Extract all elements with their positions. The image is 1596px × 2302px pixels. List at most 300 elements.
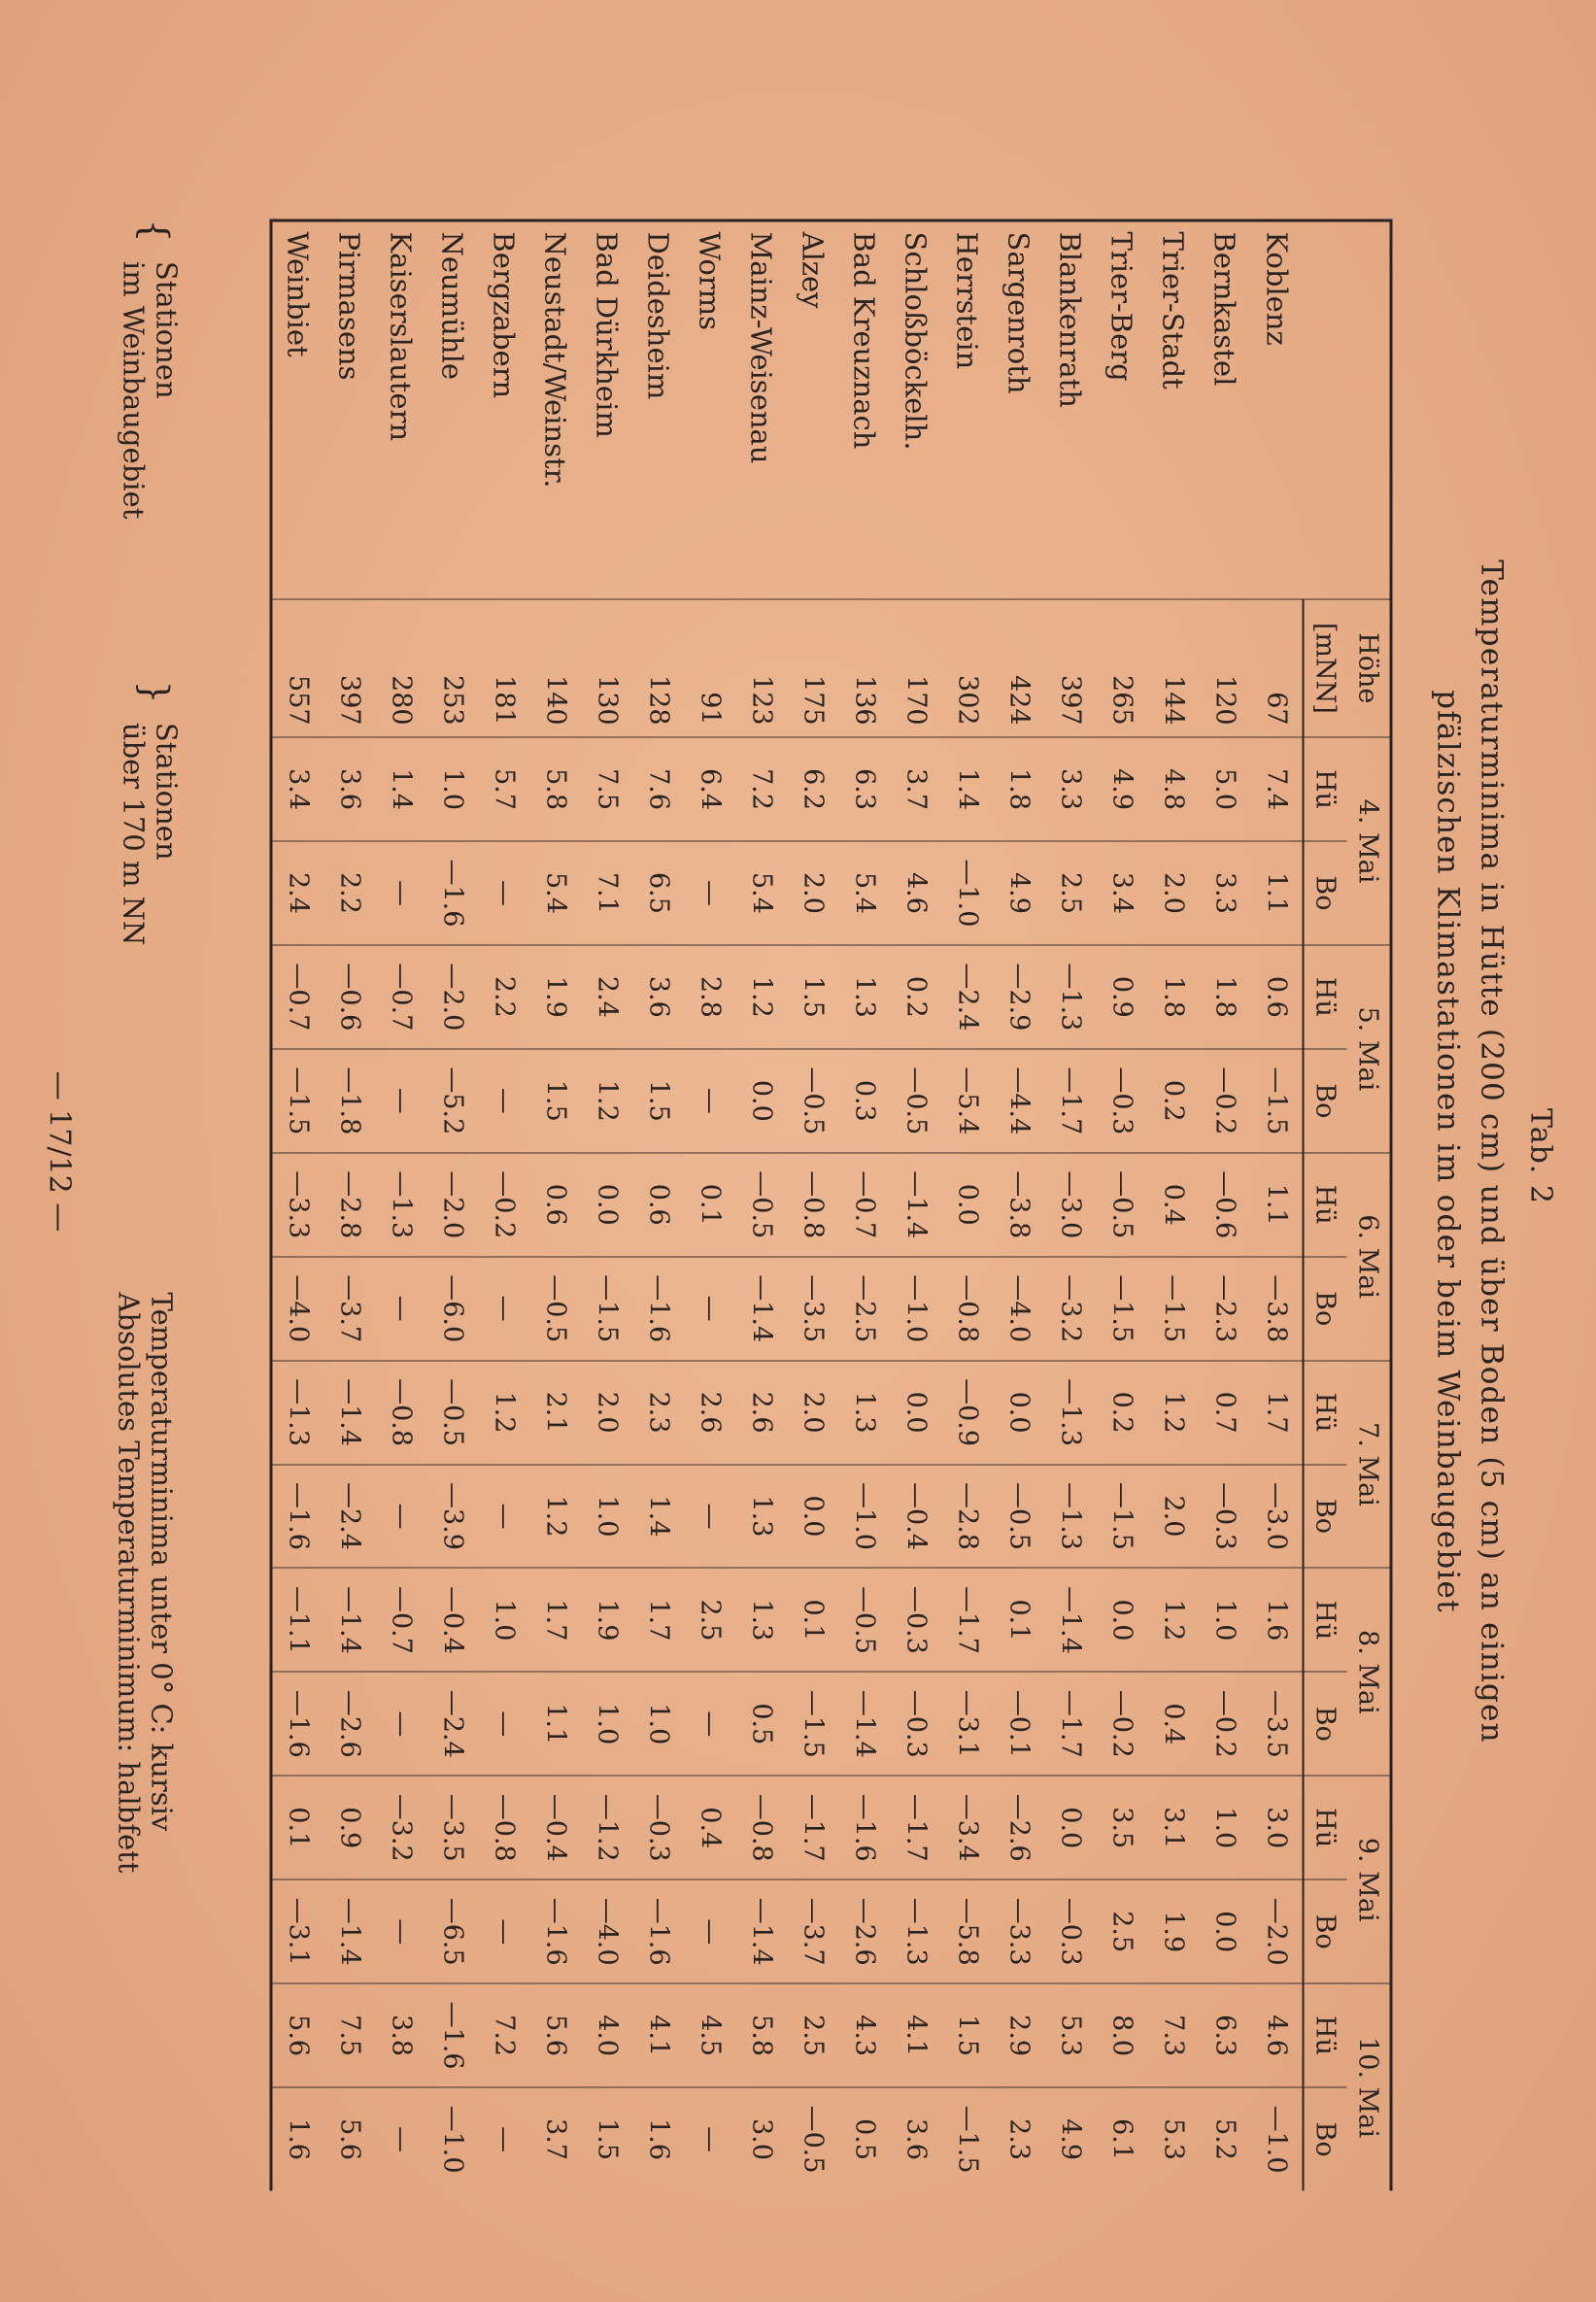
ground-min-cell: —4.0: [993, 1256, 1044, 1360]
ground-min-cell: —1.5: [1147, 1256, 1199, 1360]
hut-min-cell: —1.3: [1044, 1360, 1096, 1464]
hut-min-cell: 2.5: [684, 1568, 735, 1672]
hut-min-cell: 1.2: [478, 1360, 529, 1464]
hut-min-cell: 1.4: [375, 737, 426, 841]
ground-min-cell: —2.3: [1199, 1256, 1250, 1360]
hut-min-cell: —1.3: [1044, 944, 1096, 1048]
ground-min-cell: —: [375, 841, 426, 945]
hut-min-cell: 2.6: [735, 1360, 787, 1464]
ground-min-cell: —0.2: [1199, 1048, 1250, 1152]
temperature-table: [269, 219, 1392, 2190]
hut-min-cell: 0.1: [684, 1152, 735, 1256]
day-header: 8. Mai: [1346, 1568, 1391, 1776]
ground-min-cell: 3.3: [1199, 841, 1250, 945]
hut-min-cell: —1.7: [890, 1776, 941, 1879]
ground-min-cell: —0.3: [1044, 1879, 1096, 1983]
hut-min-cell: 0.1: [271, 1776, 324, 1879]
hut-min-cell: 2.0: [581, 1360, 632, 1464]
station-height: 136: [838, 598, 890, 737]
table-row: [1044, 220, 1096, 2191]
ground-min-cell: 4.9: [1044, 2087, 1096, 2190]
ground-min-cell: —: [375, 1879, 426, 1983]
hut-min-cell: —1.4: [1044, 1568, 1096, 1672]
hut-min-cell: 1.3: [838, 1360, 890, 1464]
ground-min-cell: —2.6: [323, 1672, 375, 1776]
ground-min-cell: —1.0: [426, 2087, 478, 2190]
legend-formatting: [112, 1292, 178, 1873]
ground-min-cell: —: [375, 1048, 426, 1152]
ground-min-cell: 2.5: [1044, 841, 1096, 945]
ground-subheader: Bo: [1303, 1048, 1346, 1152]
ground-min-cell: —1.7: [1044, 1048, 1096, 1152]
station-name: Pirmasens: [323, 220, 375, 599]
ground-min-cell: —6.0: [426, 1256, 478, 1360]
hut-min-cell: —0.8: [478, 1776, 529, 1879]
hut-min-cell: 1.3: [838, 944, 890, 1048]
ground-min-cell: 5.4: [735, 841, 787, 945]
table-row: [890, 220, 941, 2191]
station-name: Worms: [684, 220, 735, 599]
hut-min-cell: 3.6: [632, 944, 684, 1048]
hut-min-cell: —1.3: [271, 1360, 324, 1464]
ground-min-cell: —3.8: [1250, 1256, 1303, 1360]
ground-min-cell: 2.0: [1147, 841, 1199, 945]
table-title-line-2: pfälzischen Klimastationen im oder beim Weinbaugebiet: [1430, 689, 1465, 1613]
station-name: Neustadt/Weinstr.: [529, 220, 581, 599]
hut-min-cell: —1.4: [323, 1360, 375, 1464]
hut-min-cell: 6.3: [1199, 1983, 1250, 2087]
station-height: 181: [478, 598, 529, 737]
hut-min-cell: 7.4: [1250, 737, 1303, 841]
ground-min-cell: —0.5: [787, 2087, 838, 2190]
ground-min-cell: —1.5: [1096, 1464, 1147, 1568]
ground-min-cell: —6.5: [426, 1879, 478, 1983]
ground-subheader: Bo: [1303, 841, 1346, 945]
ground-min-cell: —: [375, 1256, 426, 1360]
table-row: [838, 220, 890, 2191]
hut-min-cell: —0.2: [478, 1152, 529, 1256]
ground-min-cell: —1.6: [426, 841, 478, 945]
hut-min-cell: 1.7: [1250, 1360, 1303, 1464]
hut-min-cell: 4.8: [1147, 737, 1199, 841]
table-body: [271, 220, 1304, 2191]
legend-above-170: [117, 680, 183, 945]
station-name: Weinbiet: [271, 220, 324, 599]
ground-min-cell: —0.4: [890, 1464, 941, 1568]
station-height: 130: [581, 598, 632, 737]
ground-min-cell: 1.4: [632, 1464, 684, 1568]
hut-min-cell: 1.5: [787, 944, 838, 1048]
hut-min-cell: 0.9: [1096, 944, 1147, 1048]
ground-min-cell: 5.6: [323, 2087, 375, 2190]
station-height: 140: [529, 598, 581, 737]
ground-min-cell: 1.5: [529, 1048, 581, 1152]
ground-min-cell: —0.2: [1199, 1672, 1250, 1776]
station-height: 91: [684, 598, 735, 737]
ground-subheader: Bo: [1303, 1256, 1346, 1360]
ground-min-cell: 2.0: [1147, 1464, 1199, 1568]
ground-min-cell: —: [375, 1464, 426, 1568]
legend-wine-line1: Stationen: [150, 260, 183, 399]
hut-min-cell: —0.4: [426, 1568, 478, 1672]
hut-min-cell: 1.9: [529, 944, 581, 1048]
ground-min-cell: —: [478, 1256, 529, 1360]
ground-min-cell: —: [478, 1672, 529, 1776]
ground-min-cell: —: [478, 1464, 529, 1568]
ground-min-cell: —3.9: [426, 1464, 478, 1568]
header-row-days: [1346, 220, 1391, 2191]
hut-min-cell: —1.3: [375, 1152, 426, 1256]
hut-min-cell: —3.5: [426, 1776, 478, 1879]
ground-min-cell: —3.3: [993, 1879, 1044, 1983]
ground-min-cell: —1.5: [1250, 1048, 1303, 1152]
ground-min-cell: —: [684, 1464, 735, 1568]
ground-min-cell: —4.0: [581, 1879, 632, 1983]
hut-min-cell: 1.8: [993, 737, 1044, 841]
hut-min-cell: 1.2: [1147, 1360, 1199, 1464]
station-name: Koblenz: [1250, 220, 1303, 599]
ground-min-cell: —5.4: [941, 1048, 993, 1152]
ground-min-cell: 1.1: [529, 1672, 581, 1776]
hut-subheader: Hü: [1303, 737, 1346, 841]
hut-min-cell: 0.6: [1250, 944, 1303, 1048]
hut-min-cell: 2.5: [787, 1983, 838, 2087]
hut-min-cell: 2.2: [478, 944, 529, 1048]
hut-min-cell: 7.5: [323, 1983, 375, 2087]
station-height: 253: [426, 598, 478, 737]
table-row: [1096, 220, 1147, 2191]
ground-min-cell: —0.2: [1096, 1672, 1147, 1776]
hut-min-cell: —0.5: [426, 1360, 478, 1464]
hut-subheader: Hü: [1303, 944, 1346, 1048]
ground-min-cell: —: [684, 1879, 735, 1983]
ground-min-cell: —1.6: [529, 1879, 581, 1983]
table-row: [941, 220, 993, 2191]
hut-min-cell: 1.0: [426, 737, 478, 841]
station-name: Trier-Berg: [1096, 220, 1147, 599]
station-header: [1303, 220, 1391, 599]
station-name: Bernkastel: [1199, 220, 1250, 599]
ground-min-cell: 3.0: [735, 2087, 787, 2190]
ground-min-cell: 6.1: [1096, 2087, 1147, 2190]
hut-min-cell: —0.6: [1199, 1152, 1250, 1256]
hut-min-cell: —1.1: [271, 1568, 324, 1672]
hut-min-cell: 8.0: [1096, 1983, 1147, 2087]
ground-min-cell: —0.3: [1199, 1464, 1250, 1568]
legend-wine-line2: im Weinbaugebiet: [117, 260, 150, 519]
ground-min-cell: —1.5: [1096, 1256, 1147, 1360]
hut-min-cell: 0.7: [1199, 1360, 1250, 1464]
hut-min-cell: —0.4: [529, 1776, 581, 1879]
ground-subheader: Bo: [1303, 1672, 1346, 1776]
hut-min-cell: 2.9: [993, 1983, 1044, 2087]
hut-min-cell: 2.3: [632, 1360, 684, 1464]
hut-min-cell: 1.4: [941, 737, 993, 841]
hut-min-cell: 0.0: [890, 1360, 941, 1464]
hut-min-cell: —2.4: [941, 944, 993, 1048]
ground-min-cell: —: [684, 1672, 735, 1776]
table-row: [375, 220, 426, 2191]
hut-min-cell: 1.2: [735, 944, 787, 1048]
ground-min-cell: —1.6: [632, 1256, 684, 1360]
ground-min-cell: —: [684, 841, 735, 945]
station-name: Deidesheim: [632, 220, 684, 599]
hut-min-cell: —0.7: [375, 1568, 426, 1672]
ground-min-cell: —1.3: [890, 1879, 941, 1983]
ground-min-cell: 0.2: [1147, 1048, 1199, 1152]
table-row: [684, 220, 735, 2191]
hut-min-cell: 1.6: [1250, 1568, 1303, 1672]
hut-min-cell: 2.4: [581, 944, 632, 1048]
ground-min-cell: —0.5: [890, 1048, 941, 1152]
ground-min-cell: —5.8: [941, 1879, 993, 1983]
ground-min-cell: —3.0: [1250, 1464, 1303, 1568]
ground-min-cell: 1.0: [632, 1672, 684, 1776]
ground-min-cell: —: [478, 841, 529, 945]
hut-min-cell: —0.8: [787, 1152, 838, 1256]
hut-min-cell: —0.9: [941, 1360, 993, 1464]
ground-min-cell: —3.1: [271, 1879, 324, 1983]
hut-min-cell: 2.8: [684, 944, 735, 1048]
ground-min-cell: —: [478, 2087, 529, 2190]
hut-min-cell: 1.7: [529, 1568, 581, 1672]
day-header: 4. Mai: [1346, 737, 1391, 945]
day-header: 9. Mai: [1346, 1776, 1391, 1983]
hut-min-cell: —0.7: [838, 1152, 890, 1256]
ground-min-cell: 3.6: [890, 2087, 941, 2190]
table-row: [1147, 220, 1199, 2191]
ground-min-cell: 1.6: [632, 2087, 684, 2190]
hut-min-cell: 1.1: [1250, 1152, 1303, 1256]
hut-min-cell: —2.6: [993, 1776, 1044, 1879]
hut-min-cell: 3.0: [1250, 1776, 1303, 1879]
hut-min-cell: —0.3: [632, 1776, 684, 1879]
hut-min-cell: 3.3: [1044, 737, 1096, 841]
ground-min-cell: —3.7: [323, 1256, 375, 1360]
ground-min-cell: —2.0: [1250, 1879, 1303, 1983]
hut-min-cell: 7.2: [735, 737, 787, 841]
ground-min-cell: —5.2: [426, 1048, 478, 1152]
ground-min-cell: —0.5: [787, 1048, 838, 1152]
hut-min-cell: 5.6: [529, 1983, 581, 2087]
hut-min-cell: —2.0: [426, 944, 478, 1048]
hut-min-cell: —3.0: [1044, 1152, 1096, 1256]
ground-min-cell: 6.5: [632, 841, 684, 945]
hut-min-cell: 4.1: [632, 1983, 684, 2087]
hut-min-cell: 1.8: [1147, 944, 1199, 1048]
hut-min-cell: 6.2: [787, 737, 838, 841]
ground-min-cell: 4.6: [890, 841, 941, 945]
ground-min-cell: —1.0: [941, 841, 993, 945]
ground-min-cell: —4.0: [271, 1256, 324, 1360]
ground-min-cell: 1.9: [1147, 1879, 1199, 1983]
ground-min-cell: 3.7: [529, 2087, 581, 2190]
ground-min-cell: —4.4: [993, 1048, 1044, 1152]
ground-min-cell: 1.0: [581, 1672, 632, 1776]
station-height: 170: [890, 598, 941, 737]
hut-min-cell: —2.9: [993, 944, 1044, 1048]
table-row: [426, 220, 478, 2191]
hut-min-cell: 2.0: [787, 1360, 838, 1464]
hut-min-cell: —2.8: [323, 1152, 375, 1256]
hut-min-cell: 5.8: [735, 1983, 787, 2087]
hut-min-cell: —0.8: [735, 1776, 787, 1879]
ground-min-cell: —1.4: [323, 1879, 375, 1983]
hut-min-cell: 1.2: [1147, 1568, 1199, 1672]
table-label: Tab. 2: [1523, 1107, 1557, 1204]
station-name: Sargenroth: [993, 220, 1044, 599]
station-height: 144: [1147, 598, 1199, 737]
hut-min-cell: 0.0: [581, 1152, 632, 1256]
hut-min-cell: 7.6: [632, 737, 684, 841]
hut-min-cell: —0.3: [890, 1568, 941, 1672]
hut-min-cell: 1.0: [1199, 1776, 1250, 1879]
brace-symbol: {: [133, 219, 176, 243]
ground-min-cell: 2.4: [271, 841, 324, 945]
ground-min-cell: —1.6: [271, 1464, 324, 1568]
ground-min-cell: —2.8: [941, 1464, 993, 1568]
ground-min-cell: 4.9: [993, 841, 1044, 945]
hut-min-cell: —1.6: [426, 1983, 478, 2087]
hut-min-cell: —0.8: [375, 1360, 426, 1464]
ground-min-cell: 2.3: [993, 2087, 1044, 2190]
ground-min-cell: 0.0: [735, 1048, 787, 1152]
table-row: [478, 220, 529, 2191]
hut-min-cell: 0.1: [993, 1568, 1044, 1672]
ground-min-cell: 1.5: [632, 1048, 684, 1152]
ground-min-cell: —2.4: [323, 1464, 375, 1568]
station-height: 128: [632, 598, 684, 737]
hut-min-cell: —0.7: [375, 944, 426, 1048]
table-row: [787, 220, 838, 2191]
hut-min-cell: —1.7: [941, 1568, 993, 1672]
hut-min-cell: 1.8: [1199, 944, 1250, 1048]
hut-min-cell: 1.5: [941, 1983, 993, 2087]
table-row: [1250, 220, 1303, 2191]
legend-above-line1: Stationen: [150, 722, 183, 861]
hut-min-cell: 5.6: [271, 1983, 324, 2087]
hut-min-cell: 0.4: [684, 1776, 735, 1879]
hut-min-cell: 0.2: [1096, 1360, 1147, 1464]
hut-min-cell: 0.6: [529, 1152, 581, 1256]
hut-min-cell: 4.1: [890, 1983, 941, 2087]
ground-min-cell: 0.3: [838, 1048, 890, 1152]
ground-min-cell: —3.5: [787, 1256, 838, 1360]
ground-min-cell: —1.5: [941, 2087, 993, 2190]
table-row: [581, 220, 632, 2191]
ground-min-cell: —: [375, 1672, 426, 1776]
legend-wine-area: [117, 219, 183, 519]
ground-min-cell: 1.1: [1250, 841, 1303, 945]
ground-min-cell: —1.0: [1250, 2087, 1303, 2190]
station-name: Trier-Stadt: [1147, 220, 1199, 599]
ground-min-cell: —0.5: [993, 1464, 1044, 1568]
ground-min-cell: —0.1: [993, 1672, 1044, 1776]
station-height: 67: [1250, 598, 1303, 737]
station-height: 424: [993, 598, 1044, 737]
hut-min-cell: 7.5: [581, 737, 632, 841]
ground-min-cell: 5.2: [1199, 2087, 1250, 2190]
ground-min-cell: 2.2: [323, 841, 375, 945]
ground-min-cell: —1.7: [1044, 1672, 1096, 1776]
ground-min-cell: —1.6: [271, 1672, 324, 1776]
hut-min-cell: 1.9: [581, 1568, 632, 1672]
station-height: 302: [941, 598, 993, 737]
ground-min-cell: 3.4: [1096, 841, 1147, 945]
hut-subheader: Hü: [1303, 1776, 1346, 1879]
station-name: Alzey: [787, 220, 838, 599]
hut-min-cell: 6.4: [684, 737, 735, 841]
hut-min-cell: 0.1: [787, 1568, 838, 1672]
hut-min-cell: —1.6: [838, 1776, 890, 1879]
ground-min-cell: 1.5: [581, 2087, 632, 2190]
ground-min-cell: —3.5: [1250, 1672, 1303, 1776]
height-header: Höhe: [1346, 598, 1391, 737]
legend-above-line2: über 170 m NN: [117, 722, 150, 945]
ground-min-cell: —1.4: [735, 1256, 787, 1360]
ground-subheader: Bo: [1303, 1879, 1346, 1983]
ground-min-cell: 1.0: [581, 1464, 632, 1568]
table-row: [632, 220, 684, 2191]
hut-min-cell: 3.1: [1147, 1776, 1199, 1879]
ground-min-cell: 0.5: [735, 1672, 787, 1776]
station-height: 123: [735, 598, 787, 737]
hut-min-cell: —1.4: [890, 1152, 941, 1256]
ground-min-cell: —1.6: [632, 1879, 684, 1983]
ground-min-cell: 5.3: [1147, 2087, 1199, 2190]
hut-min-cell: —0.6: [323, 944, 375, 1048]
station-name: Herrstein: [941, 220, 993, 599]
hut-min-cell: 0.2: [890, 944, 941, 1048]
ground-min-cell: 0.5: [838, 2087, 890, 2190]
station-name: Neumühle: [426, 220, 478, 599]
legend-format-line1: Temperaturminima unter 0° C: kursiv: [145, 1292, 178, 1831]
day-header: 10. Mai: [1346, 1983, 1391, 2190]
hut-min-cell: 7.3: [1147, 1983, 1199, 2087]
hut-min-cell: 1.7: [632, 1568, 684, 1672]
table-row: [735, 220, 787, 2191]
ground-min-cell: —: [684, 2087, 735, 2190]
station-name: Bad Dürkheim: [581, 220, 632, 599]
table-row: [323, 220, 375, 2191]
hut-min-cell: 4.6: [1250, 1983, 1303, 2087]
hut-min-cell: 1.0: [478, 1568, 529, 1672]
ground-min-cell: —1.4: [735, 1879, 787, 1983]
hut-subheader: Hü: [1303, 1568, 1346, 1672]
table-row: [529, 220, 581, 2191]
ground-min-cell: —1.8: [323, 1048, 375, 1152]
hut-min-cell: 0.9: [323, 1776, 375, 1879]
station-height: 175: [787, 598, 838, 737]
ground-min-cell: 1.2: [529, 1464, 581, 1568]
ground-min-cell: —1.5: [271, 1048, 324, 1152]
hut-min-cell: 0.0: [1044, 1776, 1096, 1879]
ground-min-cell: —: [478, 1048, 529, 1152]
day-header: 7. Mai: [1346, 1360, 1391, 1568]
day-header: 5. Mai: [1346, 944, 1391, 1152]
ground-subheader: Bo: [1303, 2087, 1346, 2190]
ground-min-cell: 2.0: [787, 841, 838, 945]
hut-min-cell: 0.0: [993, 1360, 1044, 1464]
hut-min-cell: —2.0: [426, 1152, 478, 1256]
ground-min-cell: 1.2: [581, 1048, 632, 1152]
hut-min-cell: 4.3: [838, 1983, 890, 2087]
hut-min-cell: —0.5: [838, 1568, 890, 1672]
hut-subheader: Hü: [1303, 1983, 1346, 2087]
hut-min-cell: 3.5: [1096, 1776, 1147, 1879]
hut-min-cell: 0.0: [1096, 1568, 1147, 1672]
hut-min-cell: —3.2: [375, 1776, 426, 1879]
